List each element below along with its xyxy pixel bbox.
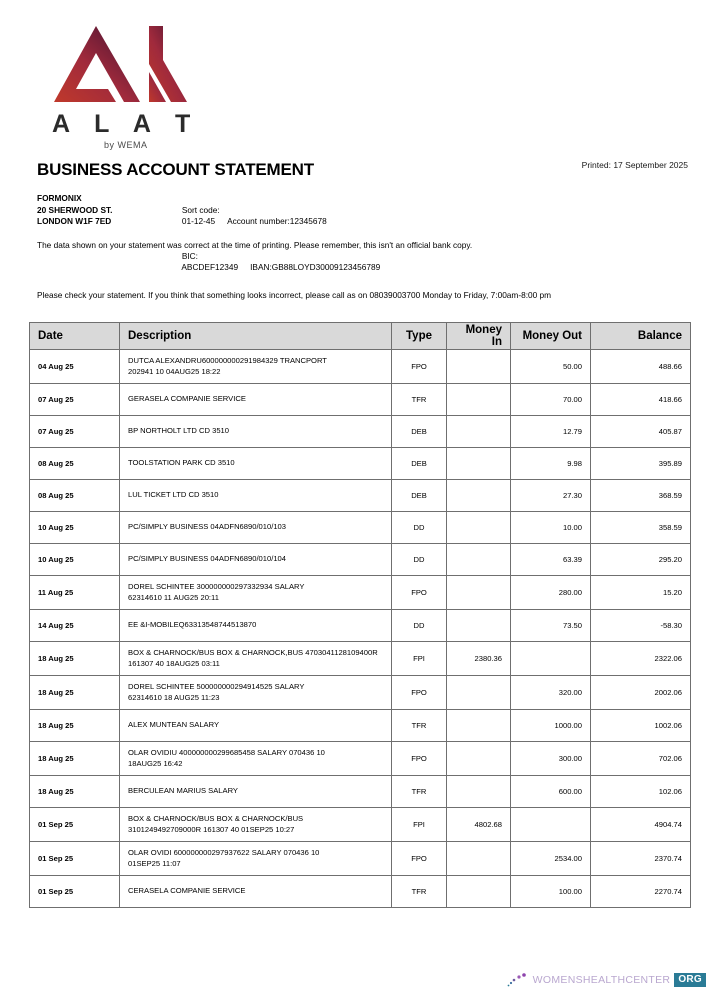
cell-money-out: 10.00 xyxy=(511,512,591,544)
table-row xyxy=(30,416,691,448)
cell-description xyxy=(120,384,392,416)
table-row xyxy=(30,642,691,676)
cell-money-in xyxy=(447,480,511,512)
table-row xyxy=(30,448,691,480)
column-header-money-in: Money In xyxy=(447,323,511,350)
description-line-1: PC/SIMPLY BUSINESS 04ADFN6890/010/104 xyxy=(128,554,287,564)
table-row xyxy=(30,576,691,610)
description-line-1: GERASELA COMPANIE SERVICE xyxy=(128,394,246,404)
description-line-1: DOREL SCHINTEE 500000000294914525 SALARY xyxy=(128,682,305,691)
cell-description xyxy=(120,512,392,544)
table-row xyxy=(30,676,691,710)
cell-description xyxy=(120,876,392,908)
cell-description xyxy=(120,808,392,842)
description-line-1: BOX & CHARNOCK/BUS BOX & CHARNOCK,BUS 4703041128109400R xyxy=(128,648,378,657)
cell-money-in xyxy=(447,842,511,876)
cell-balance: 2002.06 xyxy=(591,676,691,710)
cell-money-in xyxy=(447,448,511,480)
cell-date: 18 Aug 25 xyxy=(30,742,120,776)
iban-value: GB88LOYD30009123456789 xyxy=(271,262,381,272)
printing-notice: The data shown on your statement was correct at the time of printing. Please remember, this isn't an official bank copy. xyxy=(37,240,473,250)
footer-watermark xyxy=(507,972,706,988)
transactions-table-container xyxy=(29,322,690,908)
transactions-table xyxy=(29,322,691,908)
contact-notice: Please check your statement. If you think that something looks incorrect, please call as on 08039003700 Monday to Friday, 7:00am-8:00 pm xyxy=(37,290,552,300)
cell-type: FPI xyxy=(392,642,447,676)
cell-money-in xyxy=(447,416,511,448)
description-line-1: DUTCA ALEXANDRU600000000291984329 TRANCPORT xyxy=(128,356,327,365)
cell-money-out: 70.00 xyxy=(511,384,591,416)
cell-date: 18 Aug 25 xyxy=(30,710,120,742)
cell-description xyxy=(120,676,392,710)
account-holder-block xyxy=(37,193,112,228)
account-address-line2: LONDON W1F 7ED xyxy=(37,216,112,226)
cell-date: 07 Aug 25 xyxy=(30,416,120,448)
account-address-line1: 20 SHERWOOD ST. xyxy=(37,204,113,215)
cell-balance: 2322.06 xyxy=(591,642,691,676)
description-line-2: 62314610 11 AUG25 20:11 xyxy=(128,592,219,602)
cell-description xyxy=(120,416,392,448)
cell-type: TFR xyxy=(392,710,447,742)
description-line-2: 161307 40 18AUG25 03:11 xyxy=(128,658,220,668)
brand-tagline: by WEMA xyxy=(104,140,148,150)
column-header-description: Description xyxy=(120,323,392,350)
cell-type: DD xyxy=(392,610,447,642)
cell-description xyxy=(120,350,392,384)
cell-date: 14 Aug 25 xyxy=(30,610,120,642)
cell-type: FPO xyxy=(392,576,447,610)
cell-money-in xyxy=(447,544,511,576)
description-line-2: 3101249492709000R 161307 40 01SEP25 10:27 xyxy=(128,824,295,834)
cell-money-out: 50.00 xyxy=(511,350,591,384)
cell-description xyxy=(120,576,392,610)
description-line-1: OLAR OVIDIU 400000000299685458 SALARY 070436 10 xyxy=(128,748,325,757)
cell-type: TFR xyxy=(392,876,447,908)
cell-balance: 488.66 xyxy=(591,350,691,384)
cell-money-out: 600.00 xyxy=(511,776,591,808)
cell-type: DEB xyxy=(392,480,447,512)
bic-value: ABCDEF12349 xyxy=(181,262,239,272)
description-line-2: 18AUG25 16:42 xyxy=(128,758,183,768)
cell-money-in xyxy=(447,710,511,742)
cell-date: 01 Sep 25 xyxy=(30,842,120,876)
cell-description xyxy=(120,776,392,808)
table-row xyxy=(30,544,691,576)
cell-type: FPO xyxy=(392,742,447,776)
account-number-label: Account number: xyxy=(227,216,290,226)
printed-date: Printed: 17 September 2025 xyxy=(581,160,688,170)
table-row xyxy=(30,710,691,742)
table-row xyxy=(30,610,691,642)
cell-description xyxy=(120,710,392,742)
cell-money-in xyxy=(447,384,511,416)
cell-balance: 4904.74 xyxy=(591,808,691,842)
column-header-type: Type xyxy=(392,323,447,350)
account-name: FORMONIX xyxy=(37,193,82,203)
description-line-1: BERCULEAN MARIUS SALARY xyxy=(128,786,239,796)
cell-balance: 358.59 xyxy=(591,512,691,544)
table-row xyxy=(30,876,691,908)
cell-money-out: 320.00 xyxy=(511,676,591,710)
cell-money-out: 1000.00 xyxy=(511,710,591,742)
cell-type: FPO xyxy=(392,350,447,384)
cell-description xyxy=(120,610,392,642)
watermark-text: WOMENSHEALTHCENTER xyxy=(532,974,671,986)
cell-money-out: 27.30 xyxy=(511,480,591,512)
description-line-1: BP NORTHOLT LTD CD 3510 xyxy=(128,426,230,436)
cell-type: DEB xyxy=(392,416,447,448)
table-header-row xyxy=(30,323,691,350)
table-row xyxy=(30,776,691,808)
page-title: BUSINESS ACCOUNT STATEMENT xyxy=(37,160,314,179)
cell-description xyxy=(120,480,392,512)
alat-triangle-logo-icon xyxy=(50,24,190,106)
account-number-value: 12345678 xyxy=(289,216,327,226)
cell-balance: 418.66 xyxy=(591,384,691,416)
column-header-balance: Balance xyxy=(591,323,691,350)
cell-money-in xyxy=(447,776,511,808)
cell-balance: 15.20 xyxy=(591,576,691,610)
cell-type: FPO xyxy=(392,676,447,710)
description-line-1: PC/SIMPLY BUSINESS 04ADFN6890/010/103 xyxy=(128,522,287,532)
cell-type: TFR xyxy=(392,776,447,808)
column-header-money-out: Money Out xyxy=(511,323,591,350)
table-row xyxy=(30,480,691,512)
cell-description xyxy=(120,642,392,676)
cell-type: DEB xyxy=(392,448,447,480)
cell-balance: 405.87 xyxy=(591,416,691,448)
description-line-1: CERASELA COMPANIE SERVICE xyxy=(128,886,246,896)
cell-money-in xyxy=(447,742,511,776)
description-line-1: TOOLSTATION PARK CD 3510 xyxy=(128,458,235,468)
dots-decoration-icon xyxy=(507,972,529,988)
cell-type: TFR xyxy=(392,384,447,416)
cell-date: 10 Aug 25 xyxy=(30,512,120,544)
cell-date: 18 Aug 25 xyxy=(30,676,120,710)
brand-logo xyxy=(42,24,232,150)
cell-description xyxy=(120,544,392,576)
table-row xyxy=(30,808,691,842)
cell-date: 01 Sep 25 xyxy=(30,808,120,842)
cell-money-in xyxy=(447,350,511,384)
cell-money-out: 100.00 xyxy=(511,876,591,908)
table-row xyxy=(30,842,691,876)
cell-money-out xyxy=(511,642,591,676)
bic-label: BIC: xyxy=(181,250,198,261)
sort-code-value: 01-12-45 xyxy=(181,216,216,226)
cell-balance: 702.06 xyxy=(591,742,691,776)
cell-money-out: 2534.00 xyxy=(511,842,591,876)
cell-balance: 395.89 xyxy=(591,448,691,480)
cell-type: FPO xyxy=(392,842,447,876)
description-line-1: BOX & CHARNOCK/BUS BOX & CHARNOCK/BUS xyxy=(128,814,304,823)
cell-money-out: 300.00 xyxy=(511,742,591,776)
description-line-1: ALEX MUNTEAN SALARY xyxy=(128,720,220,730)
cell-date: 04 Aug 25 xyxy=(30,350,120,384)
cell-money-out: 63.39 xyxy=(511,544,591,576)
cell-money-in: 4802.68 xyxy=(447,808,511,842)
cell-balance: -58.30 xyxy=(591,610,691,642)
cell-balance: 368.59 xyxy=(591,480,691,512)
cell-description xyxy=(120,742,392,776)
cell-money-out: 73.50 xyxy=(511,610,591,642)
account-identifiers-block xyxy=(168,193,380,285)
description-line-2: 62314610 18 AUG25 11:23 xyxy=(128,692,220,702)
cell-balance: 2270.74 xyxy=(591,876,691,908)
cell-money-in xyxy=(447,610,511,642)
table-row xyxy=(30,350,691,384)
cell-money-out: 280.00 xyxy=(511,576,591,610)
description-line-1: EE &I-MOBILEQ63313548744513870 xyxy=(128,620,257,630)
description-line-1: DOREL SCHINTEE 300000000297332934 SALARY xyxy=(128,582,305,591)
cell-date: 08 Aug 25 xyxy=(30,480,120,512)
cell-money-in xyxy=(447,676,511,710)
table-header xyxy=(30,323,691,350)
cell-date: 07 Aug 25 xyxy=(30,384,120,416)
table-body xyxy=(30,350,691,908)
brand-wordmark: A L A T xyxy=(52,110,200,138)
watermark-badge: ORG xyxy=(674,973,706,987)
cell-balance: 295.20 xyxy=(591,544,691,576)
cell-balance: 102.06 xyxy=(591,776,691,808)
cell-date: 01 Sep 25 xyxy=(30,876,120,908)
sort-code-label: Sort code: xyxy=(181,204,220,215)
cell-type: FPI xyxy=(392,808,447,842)
cell-money-out xyxy=(511,808,591,842)
description-line-1: OLAR OVIDI 600000000297937622 SALARY 070436 10 xyxy=(128,848,320,857)
cell-type: DD xyxy=(392,544,447,576)
cell-date: 18 Aug 25 xyxy=(30,642,120,676)
cell-money-in xyxy=(447,876,511,908)
cell-date: 08 Aug 25 xyxy=(30,448,120,480)
cell-description xyxy=(120,842,392,876)
description-line-2: 01SEP25 11:07 xyxy=(128,858,181,868)
table-row xyxy=(30,384,691,416)
cell-money-in xyxy=(447,576,511,610)
table-row xyxy=(30,742,691,776)
cell-money-in xyxy=(447,512,511,544)
iban-label: IBAN: xyxy=(250,262,272,272)
cell-money-out: 12.79 xyxy=(511,416,591,448)
cell-money-in: 2380.36 xyxy=(447,642,511,676)
column-header-date: Date xyxy=(30,323,120,350)
description-line-2: 202941 10 04AUG25 18:22 xyxy=(128,366,221,376)
cell-balance: 2370.74 xyxy=(591,842,691,876)
cell-type: DD xyxy=(392,512,447,544)
cell-money-out: 9.98 xyxy=(511,448,591,480)
cell-date: 11 Aug 25 xyxy=(30,576,120,610)
description-line-1: LUL TICKET LTD CD 3510 xyxy=(128,490,219,500)
cell-balance: 1002.06 xyxy=(591,710,691,742)
cell-description xyxy=(120,448,392,480)
cell-date: 10 Aug 25 xyxy=(30,544,120,576)
cell-date: 18 Aug 25 xyxy=(30,776,120,808)
table-row xyxy=(30,512,691,544)
